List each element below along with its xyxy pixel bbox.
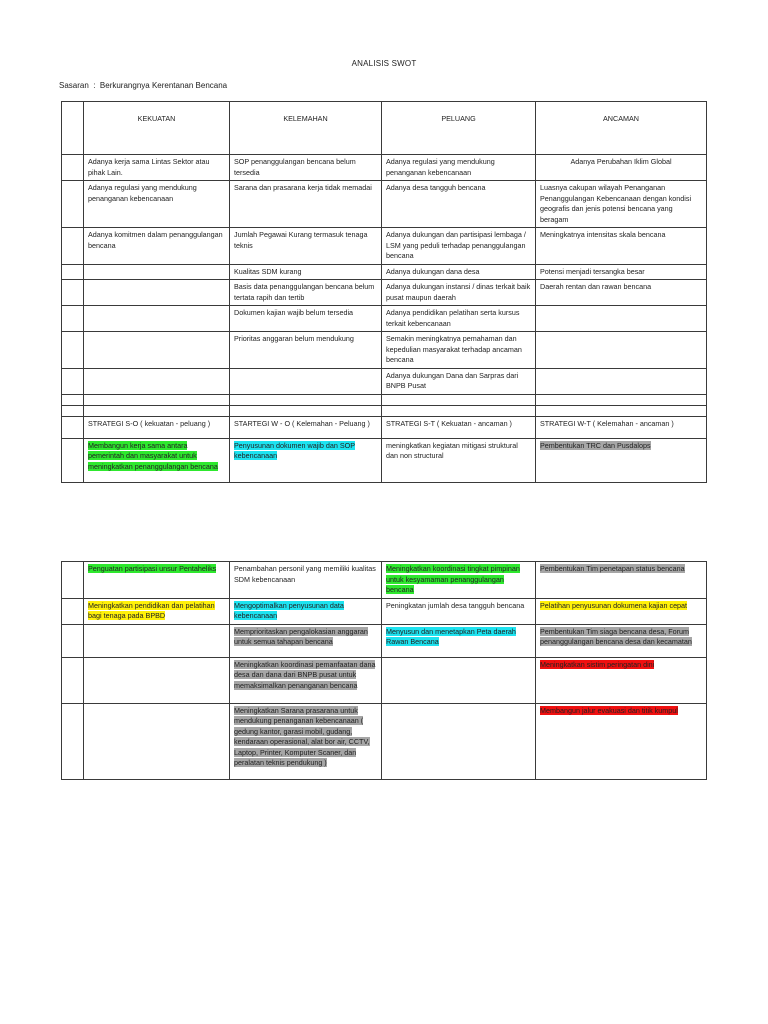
strategy-wt-header: STRATEGI W-T ( Kelemahan - ancaman ) bbox=[536, 416, 707, 438]
cell-ancaman: Potensi menjadi tersangka besar bbox=[536, 264, 707, 280]
cell-kelemahan: Sarana dan prasarana kerja tidak memadai bbox=[230, 181, 382, 228]
highlighted-text: Pembentukan TRC dan Pusdalops bbox=[540, 440, 651, 450]
cell-kekuatan: Adanya komitmen dalam penanggulangan bencana bbox=[84, 228, 230, 265]
highlighted-text: Menyusun dan menetapkan Peta daerah Rawan Bencana bbox=[386, 626, 516, 646]
number-cell bbox=[62, 264, 84, 280]
strategy-wo-header: STARTEGI W - O ( Kelemahan - Peluang ) bbox=[230, 416, 382, 438]
cell-peluang: Adanya dukungan dana desa bbox=[382, 264, 536, 280]
strategy-wo-cell bbox=[230, 598, 382, 624]
header-peluang: PELUANG bbox=[382, 102, 536, 155]
strategy-st-cell bbox=[382, 657, 536, 703]
table-row bbox=[62, 155, 707, 181]
table-row bbox=[62, 228, 707, 265]
strategy-wt-cell bbox=[536, 657, 707, 703]
cell-kekuatan bbox=[84, 280, 230, 306]
strategy-wt-cell bbox=[536, 703, 707, 779]
highlighted-text: Mengoptimalkan penyusunan data kebencanaan bbox=[234, 600, 344, 620]
strategy-wo-cell: Penambahan personil yang memiliki kualitas SDM kebencanaan bbox=[230, 562, 382, 599]
number-cell bbox=[62, 438, 84, 482]
number-cell bbox=[62, 598, 84, 624]
cell-ancaman bbox=[536, 368, 707, 394]
cell-ancaman: Adanya Perubahan Iklim Global bbox=[536, 155, 707, 181]
header-kelemahan: KELEMAHAN bbox=[230, 102, 382, 155]
cell-kekuatan: Adanya kerja sama Lintas Sektor atau pihak Lain. bbox=[84, 155, 230, 181]
strategy-so-cell bbox=[84, 598, 230, 624]
header-row bbox=[62, 102, 707, 155]
cell-kelemahan: Dokumen kajian wajib belum tersedia bbox=[230, 306, 382, 332]
cell-peluang: Semakin meningkatnya pemahaman dan kepedulian masyarakat terhadap ancaman bencana bbox=[382, 332, 536, 369]
number-cell bbox=[62, 416, 84, 438]
number-cell bbox=[62, 102, 84, 155]
strategy-so-cell bbox=[84, 438, 230, 482]
strategy-so-cell bbox=[84, 703, 230, 779]
table-row bbox=[62, 368, 707, 394]
cell-kelemahan bbox=[230, 394, 382, 405]
cell-kekuatan bbox=[84, 394, 230, 405]
table-row bbox=[62, 306, 707, 332]
table-row bbox=[62, 264, 707, 280]
cell-ancaman: Luasnya cakupan wilayah Penanganan Penanggulangan Kebencanaan dengan kondisi geografis dan jenis potensi bencana yang beragam bbox=[536, 181, 707, 228]
table-row bbox=[62, 280, 707, 306]
strategy-st-cell bbox=[382, 562, 536, 599]
cell-peluang: Adanya dukungan instansi / dinas terkait baik pusat maupun daerah bbox=[382, 280, 536, 306]
sasaran-line: Sasaran : Berkurangnya Kerentanan Bencana bbox=[59, 81, 228, 90]
strategy-wt-cell bbox=[536, 438, 707, 482]
header-kekuatan: KEKUATAN bbox=[84, 102, 230, 155]
number-cell bbox=[62, 280, 84, 306]
highlighted-text: Meningkatkan pendidikan dan pelatihan bagi tenaga pada BPBD bbox=[88, 600, 215, 620]
strategy-so-cell bbox=[84, 562, 230, 599]
cell-kelemahan bbox=[230, 405, 382, 416]
strategy-st-cell: meningkatkan kegiatan mitigasi struktural dan non structural bbox=[382, 438, 536, 482]
table-row bbox=[62, 181, 707, 228]
strategy-st-cell bbox=[382, 703, 536, 779]
strategy-wo-cell bbox=[230, 703, 382, 779]
table-row bbox=[62, 562, 707, 599]
highlighted-text: Memprioritaskan pengalokasian anggaran untuk semua tahapan bencana bbox=[234, 626, 368, 646]
cell-ancaman bbox=[536, 306, 707, 332]
strategy-wt-cell bbox=[536, 624, 707, 657]
number-cell bbox=[62, 368, 84, 394]
cell-kekuatan bbox=[84, 332, 230, 369]
table-row bbox=[62, 657, 707, 703]
strategy-row bbox=[62, 438, 707, 482]
cell-kekuatan bbox=[84, 368, 230, 394]
table-row bbox=[62, 624, 707, 657]
table-row bbox=[62, 703, 707, 779]
cell-kelemahan: Kualitas SDM kurang bbox=[230, 264, 382, 280]
highlighted-text: Penguatan partisipasi unsur Pentaheliks bbox=[88, 564, 217, 573]
highlighted-text: Pelatihan penyusunan dokumena kajian cepat bbox=[540, 600, 688, 610]
cell-kekuatan bbox=[84, 264, 230, 280]
strategy-wt-cell bbox=[536, 562, 707, 599]
cell-ancaman bbox=[536, 405, 707, 416]
strategy-st-header: STRATEGI S-T ( Kekuatan - ancaman ) bbox=[382, 416, 536, 438]
cell-peluang: Adanya dukungan Dana dan Sarpras dari BNPB Pusat bbox=[382, 368, 536, 394]
cell-ancaman: Meningkatnya intensitas skala bencana bbox=[536, 228, 707, 265]
cell-peluang: Adanya dukungan dan partisipasi lembaga / LSM yang peduli terhadap penanggulangan bencana bbox=[382, 228, 536, 265]
highlighted-text: Membangun jalur evakuasi dan titik kumpul bbox=[540, 705, 678, 715]
highlighted-text: Meningkatkan Sarana prasarana untuk mendukung penanganan kebencanaan ( gedung kantor, garasi mobil, gudang, kendaraan operasional, alat bor air, CCTV, Laptop, Printer, Komputer Scaner, dan peralatan teknis pendukung ) bbox=[234, 705, 370, 767]
header-ancaman: ANCAMAN bbox=[536, 102, 707, 155]
highlighted-text: Meningkatkan koordinasi tingkat pimpinan untuk kesyamaman penanggulangan bencana bbox=[386, 564, 520, 594]
cell-kelemahan: Prioritas anggaran belum mendukung bbox=[230, 332, 382, 369]
number-cell bbox=[62, 405, 84, 416]
strategy-wo-cell bbox=[230, 438, 382, 482]
number-cell bbox=[62, 703, 84, 779]
number-cell bbox=[62, 657, 84, 703]
strategy-so-cell bbox=[84, 624, 230, 657]
table-row bbox=[62, 332, 707, 369]
cell-kekuatan: Adanya regulasi yang mendukung penanganan kebencanaan bbox=[84, 181, 230, 228]
table-row bbox=[62, 405, 707, 416]
swot-table-2 bbox=[61, 561, 707, 780]
cell-ancaman bbox=[536, 394, 707, 405]
number-cell bbox=[62, 181, 84, 228]
cell-kelemahan: Basis data penanggulangan bencana belum tertata rapih dan tertib bbox=[230, 280, 382, 306]
strategy-so-cell bbox=[84, 657, 230, 703]
cell-peluang: Adanya pendidikan pelatihan serta kursus terkait kebencanaan bbox=[382, 306, 536, 332]
cell-kekuatan bbox=[84, 405, 230, 416]
cell-peluang: Adanya desa tangguh bencana bbox=[382, 181, 536, 228]
number-cell bbox=[62, 624, 84, 657]
strategy-st-cell bbox=[382, 624, 536, 657]
strategy-wo-cell bbox=[230, 657, 382, 703]
number-cell bbox=[62, 306, 84, 332]
document-title: ANALISIS SWOT bbox=[351, 59, 417, 68]
highlighted-text: Penyusunan dokumen wajib dan SOP kebencanaan bbox=[234, 440, 356, 460]
cell-peluang bbox=[382, 405, 536, 416]
strategy-wo-cell bbox=[230, 624, 382, 657]
number-cell bbox=[62, 394, 84, 405]
number-cell bbox=[62, 228, 84, 265]
cell-ancaman: Daerah rentan dan rawan bencana bbox=[536, 280, 707, 306]
strategy-st-cell: Peningkatan jumlah desa tangguh bencana bbox=[382, 598, 536, 624]
highlighted-text: Meningkatkan sistim peringatan dini bbox=[540, 659, 655, 669]
strategy-header-row bbox=[62, 416, 707, 438]
table-row bbox=[62, 598, 707, 624]
highlighted-text: Meningkatkan koordinasi pemanfaatan dana desa dan dana dari BNPB pusat untuk memaksimalkan penanganan bencana bbox=[234, 659, 376, 690]
cell-peluang bbox=[382, 394, 536, 405]
highlighted-text: Pembentukan Tim penetapan status bencana bbox=[540, 564, 685, 573]
cell-peluang: Adanya regulasi yang mendukung penanganan kebencanaan bbox=[382, 155, 536, 181]
strategy-so-header: STRATEGI S-O ( kekuatan - peluang ) bbox=[84, 416, 230, 438]
strategy-wt-cell bbox=[536, 598, 707, 624]
number-cell bbox=[62, 332, 84, 369]
cell-ancaman bbox=[536, 332, 707, 369]
cell-kelemahan bbox=[230, 368, 382, 394]
number-cell bbox=[62, 155, 84, 181]
highlighted-text: Membangun kerja sama antara pemerintah dan masyarakat untuk meningkatkan penanggulangan bencana bbox=[88, 440, 218, 471]
cell-kelemahan: SOP penanggulangan bencana belum tersedia bbox=[230, 155, 382, 181]
number-cell bbox=[62, 562, 84, 599]
swot-table-1 bbox=[61, 101, 707, 483]
highlighted-text: Pembentukan Tim siaga bencana desa, Forum penanggulangan bencana desa dan kecamatan bbox=[540, 626, 692, 646]
table-row bbox=[62, 394, 707, 405]
cell-kelemahan: Jumlah Pegawai Kurang termasuk tenaga teknis bbox=[230, 228, 382, 265]
cell-kekuatan bbox=[84, 306, 230, 332]
